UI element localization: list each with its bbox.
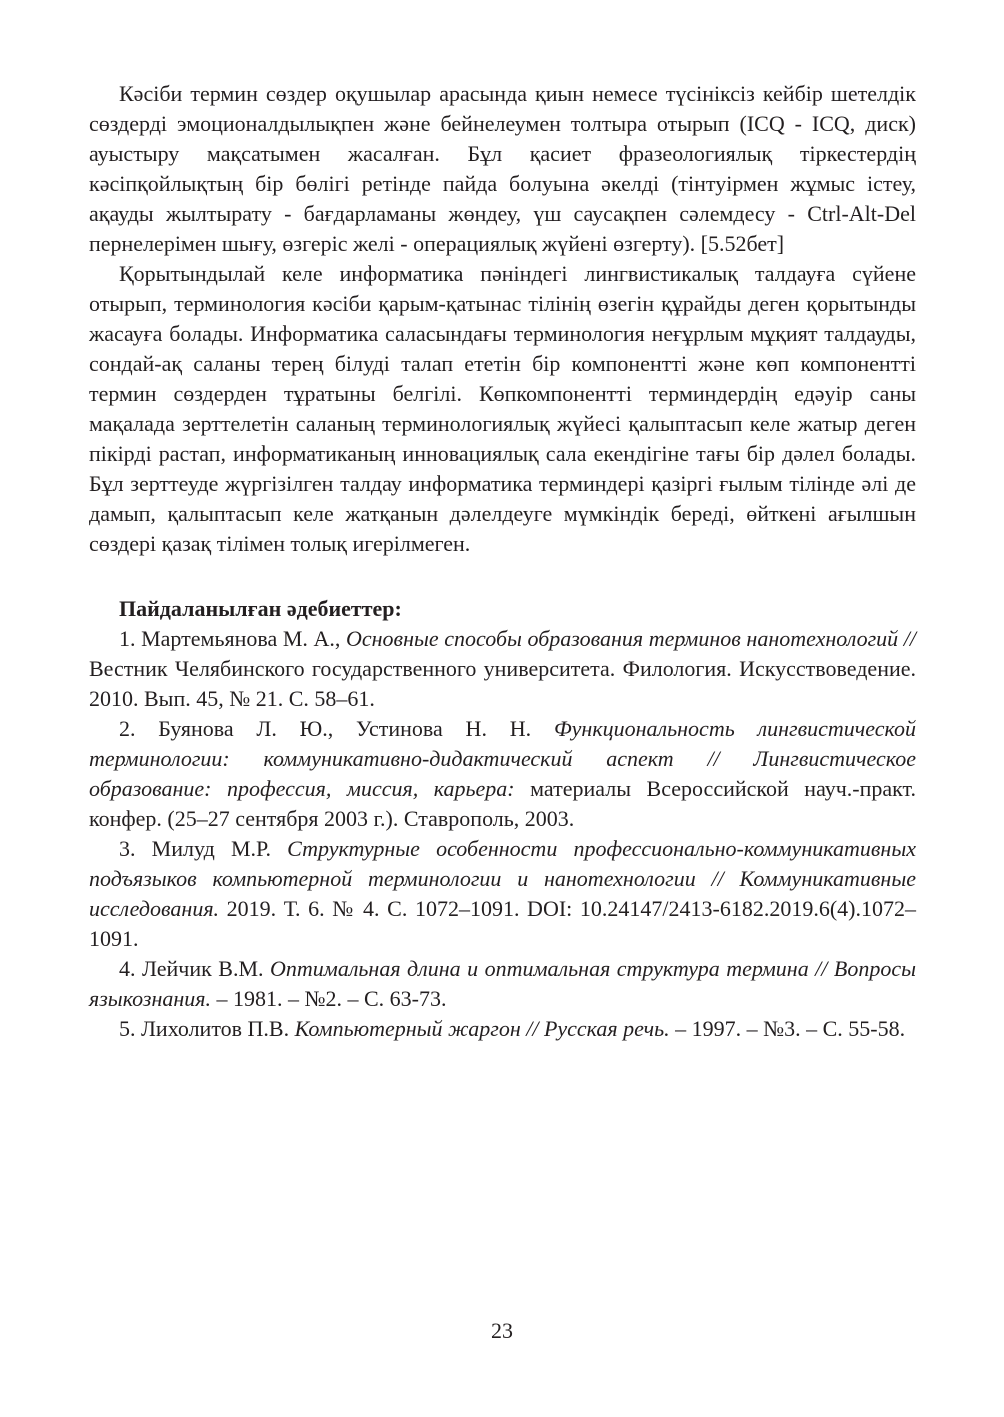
reference-title: Структурные особенности профессионально-коммуникативных подъязыков компьютерной терминологии и нанотехнологии // Коммуникативные исследования. bbox=[89, 836, 916, 921]
reference-author: 2. Буянова Л. Ю., Устинова Н. Н. bbox=[119, 716, 554, 741]
reference-details: Вестник Челябинского государственного университета. Филология. Искусствоведение. 2010. Вып. 45, № 21. С. 58–61. bbox=[89, 656, 916, 711]
reference-details: 2019. Т. 6. № 4. С. 1072–1091. DOI: 10.24147/2413-6182.2019.6(4).1072–1091. bbox=[89, 896, 916, 951]
reference-item bbox=[89, 834, 916, 954]
reference-author: 4. Лейчик В.М. bbox=[119, 956, 270, 981]
body-paragraph: Қорытындылай келе информатика пәніндегі лингвистикалық талдауға сүйене отырып, терминология кәсіби қарым-қатынас тілінің өзегін құрайды деген қорытынды жасауға болады. Информатика саласындағы терминология неғұрлым мұқият талдауды, сондай-ақ саланы терең білуді талап ететін бір компонентті және көп компонентті термин сөздерден тұратыны белгілі. Көпкомпонентті терминдердің едәуір саны мақалада зерттелетін саланың терминологиялық жүйесі қалыптасып келе жатыр деген пікірді растап, информатиканың инновациялық сала екендігіне тағы бір дәлел болады. Бұл зерттеуде жүргізілген талдау информатика терминдері қазіргі ғылым тілінде әлі де дамып, қалыптасып келе жатқанын дәлелдеуге мүмкіндік береді, өйткені ағылшын сөздері қазақ тілімен толық игерілмеген. bbox=[89, 261, 916, 556]
reference-title: Основные способы образования терминов нанотехнологий // bbox=[345, 626, 916, 651]
reference-item bbox=[89, 1014, 916, 1044]
reference-title: Компьютерный жаргон // Русская речь. bbox=[294, 1016, 670, 1041]
reference-item bbox=[89, 624, 916, 714]
page-number: 23 bbox=[491, 1318, 513, 1343]
reference-author: 1. Мартемьянова М. А., bbox=[119, 626, 346, 651]
reference-item bbox=[89, 714, 916, 834]
page-content bbox=[89, 79, 916, 1044]
reference-author: 5. Лихолитов П.В. bbox=[119, 1016, 295, 1041]
references-heading: Пайдаланылған әдебиеттер: bbox=[119, 596, 402, 621]
reference-item bbox=[89, 954, 916, 1014]
reference-details: – 1997. – №3. – С. 55-58. bbox=[669, 1016, 906, 1041]
reference-details: – 1981. – №2. – С. 63-73. bbox=[211, 986, 447, 1011]
reference-list bbox=[89, 624, 916, 1044]
body-paragraph: Кәсіби термин сөздер оқушылар арасында қиын немесе түсініксіз кейбір шетелдік сөздерді эмоционалдылықпен және бейнелеумен толтыра отырып (ICQ - ICQ, диск) ауыстыру мақсатымен жасалған. Бұл қасиет фразеологиялық тіркестердің кәсіпқойлықтың бір бөлігі ретінде пайда болуына әкелді (тінтуірмен жұмыс істеу, ақауды жылтырату - бағдарламаны жөндеу, үш саусақпен сәлемдесу - Ctrl-Alt-Del пернелерімен шығу, өзгеріс желі - операциялық жүйені өзгерту). [5.52бет] bbox=[89, 81, 916, 256]
reference-title: Оптимальная длина и оптимальная структура термина // Вопросы языкознания. bbox=[89, 956, 916, 1011]
reference-author: 3. Милуд М.Р. bbox=[119, 836, 288, 861]
reference-title: Функциональность лингвистической терминологии: коммуникативно-дидактический аспект // Лингвистическое образование: профессия, миссия, карьера: bbox=[89, 716, 916, 801]
reference-details: материалы Всероссийской науч.-практ. конфер. (25–27 сентября 2003 г.). Ставрополь, 2003. bbox=[89, 776, 916, 831]
